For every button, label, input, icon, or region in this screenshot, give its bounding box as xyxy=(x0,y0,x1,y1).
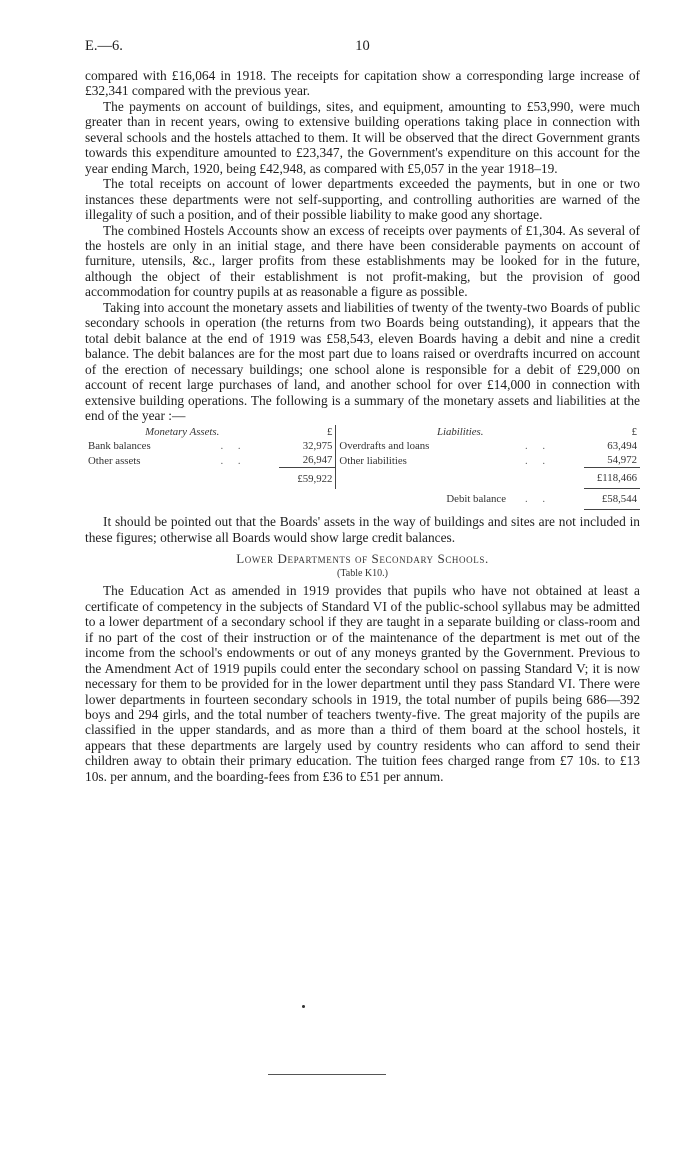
liabilities-total: £118,466 xyxy=(584,468,640,489)
paragraph-lower-departments-receipts: The total receipts on account of lower departments exceeded the payments, but in one or two instances these departments were not self-supporting, and controlling authorities are warned of the illegality of such a position, and of their possible liability to make good any shortage. xyxy=(85,176,640,223)
document-reference: E.—6. xyxy=(85,38,123,54)
paragraph-assets-note: It should be pointed out that the Boards' assets in the way of buildings and sites are not included in these figures; otherwise all Boards would show large credit balances. xyxy=(85,514,640,545)
paragraph-hostels: The combined Hostels Accounts show an excess of receipts over payments of £1,304. As several of the hostels are only in an initial stage, and there have been considerable payments on account of furniture, utensils, &c., larger profits from these establishments may be looked for in the future, although the object of their establishment is not profit-making, but the provision of good accommodation for country pupils at as reasonable a figure as possible. xyxy=(85,222,640,300)
liability-label: Overdrafts and loans xyxy=(336,439,522,453)
debit-balance-label: Debit balance xyxy=(446,493,507,506)
leader-dots: . . xyxy=(525,493,552,506)
document-page xyxy=(85,38,640,784)
assets-liabilities-table xyxy=(85,425,640,510)
page-header xyxy=(85,38,640,60)
table-heading-row xyxy=(85,425,640,439)
paragraph-education-act: The Education Act as amended in 1919 provides that pupils who have not obtained at least a certificate of competency in the subjects of Standard VI of the public-school syllabus may be admitted to a lower department of a secondary school if they are taught in a separate building or class-room and if no part of the cost of their instruction or of the maintenance of the department is met out of the income from the school's endowments or out of any moneys granted by the Government. Previous to the Amendment Act of 1919 pupils could enter the secondary school on passing Standard V; it is now necessary for them to be provided for in the lower department until they pass Standard VI. There were lower departments in fourteen secondary schools in 1919, the total number of pupils being 686—392 boys and 294 girls, and the total number of teachers twenty-five. The great majority of the pupils are classified in the upper standards, and as more than a third of them board at the school hostels, it appears that these departments are largely used by country residents who can afford to send their children away to obtain their primary education. The tuition fees charged range from £7 10s. to £13 10s. per annum, and the boarding-fees from £36 to £51 per annum. xyxy=(85,583,640,784)
leader-dots: . . xyxy=(525,440,552,453)
table-row xyxy=(85,453,640,468)
leader-dots: . . xyxy=(220,454,247,467)
leader-dots: . . xyxy=(220,440,247,453)
leader-dots: . . xyxy=(525,454,552,467)
liability-amount: 54,972 xyxy=(607,454,637,467)
table-total-row xyxy=(85,468,640,489)
debit-balance-amount: £58,544 xyxy=(584,489,640,510)
liabilities-currency: £ xyxy=(631,426,637,439)
table-debit-row xyxy=(85,489,640,510)
table-row xyxy=(85,439,640,453)
asset-label: Bank balances xyxy=(88,440,151,453)
paragraph-buildings: The payments on account of buildings, sites, and equipment, amounting to £53,990, were much greater than in recent years, owing to extensive building operations taking place in connection with several schools and the hostels attached to them. It will be observed that the direct Government grants towards this expenditure amounted to £23,347, the Government's expenditure on this account for the year ending March, 1920, being £42,948, as compared with £5,057 in the year 1918–19. xyxy=(85,98,640,176)
stray-mark xyxy=(302,1005,305,1008)
paragraph-continuation: compared with £16,064 in 1918. The receipts for capitation show a corresponding large increase of £32,341 compared with the previous year. xyxy=(85,68,640,99)
page-body xyxy=(85,68,640,784)
footer-rule xyxy=(268,1074,386,1075)
liability-label: Other liabilities xyxy=(336,453,522,468)
paragraph-assets-liabilities: Taking into account the monetary assets and liabilities of twenty of the twenty-two Boards of public secondary schools in operation (the returns from two Boards being outstanding), it appears that the total debit balance at the end of 1919 was £58,543, eleven Boards having a debit and nine a credit balance. The debit balances are for the most part due to loans raised or overdrafts incurred on account of the erection of necessary buildings; one school alone is responsible for a debit of £29,000 on account of recent large purchases of land, and another school for over £14,000 in connection with extensive building operations. The following is a summary of the monetary assets and liabilities at the end of the year :— xyxy=(85,299,640,423)
assets-total: £59,922 xyxy=(279,468,336,489)
asset-amount: 26,947 xyxy=(302,454,333,467)
section-subheading: (Table K10.) xyxy=(337,568,388,580)
asset-amount: 32,975 xyxy=(302,440,333,453)
liabilities-heading: Liabilities. xyxy=(336,425,584,439)
assets-currency: £ xyxy=(327,426,333,439)
section-heading: Lower Departments of Secondary Schools. xyxy=(236,551,489,567)
page-number: 10 xyxy=(355,38,370,54)
assets-heading: Monetary Assets. xyxy=(145,426,220,439)
asset-label: Other assets xyxy=(88,454,141,467)
liability-amount: 63,494 xyxy=(607,440,637,453)
